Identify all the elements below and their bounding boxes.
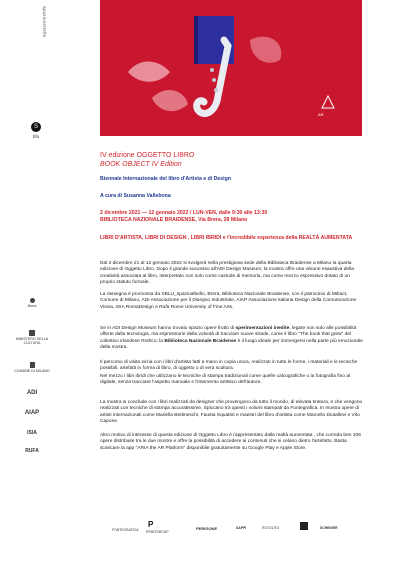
brand-logo-caption: bfu <box>32 134 40 139</box>
ar-mark: AR <box>318 112 324 117</box>
partner-logo: Brera <box>12 298 52 308</box>
partner-logo: RUFA <box>25 448 39 454</box>
page-title: IV edizione OGGETTO LIBRO <box>100 152 195 159</box>
partner-logo: MINISTERO DELLA CULTURA <box>12 330 52 345</box>
partner-logo: COMUNE DI MILANO <box>12 362 52 373</box>
partner-logo: ISIA <box>27 430 37 436</box>
sidebar <box>0 0 62 566</box>
curator-label: A cura di Susanna Vallebona <box>100 193 171 199</box>
event-dates: 2 dicembre 2021 — 12 gennaio 2022 / LUN-VEN, dalle 9:30 alle 13:30 <box>100 210 268 216</box>
paragraph: Il percorso di visita inizia con i libri d'artista fatti a mano in copia unica, realizzati in tutte le forme, i materiali e le tecniche possibili, artefatti in forma di libro, di oggetto o di vera scultura. <box>100 360 358 372</box>
brand-logo: S <box>31 122 41 132</box>
paragraph: La rassegna è promossa da SBLU_spazioalbello, Brera, Biblioteca Nazionale Braidense, con il patrocinio di Mibact, Comune di Milano, ADI Associazione per il Disegno Industriale, AIAP Associazione italiana Design della Comunicazione Visiva, ISIA RomaDesign e Rufa Rome University of Fine Arts. <box>100 292 357 310</box>
paragraph: Se in ADI Design Museum hanno trovato spazio opere frutto di sperimentazioni inedite, legate non solo alle possibilità offerte dalla tecnologia, ma espressione della volontà di tracciare nuove strade, come il libro "The book that grew" del collettivo irlandese Rothco; la Biblioteca Nazionale Braidense è il luogo ideale per immergersi nella parte più emozionale della mostra. <box>100 326 363 351</box>
paragraph: Dal 2 dicembre 21 al 12 gennaio 2022 si svolgerà nella prestigiosa sede della Biblioteca Braidense a Milano la quarta edizione di Oggetto Libro. Dopo il grande successo all'ADI Design Museum, la mostra offre una visione esaustiva della creatività associata al libro, interpretato non solo come custode di memoria, ma come mezzo espressivo dotato di un proprio statuto formale. <box>100 261 354 286</box>
ministry-emblem-icon <box>29 330 35 336</box>
headline: LIBRI D'ARTISTA, LIBRI DI DESIGN , LIBRI IBRIDI e l'incredibile esperienza della REALTÀ AUMENTATA <box>100 235 353 241</box>
brera-icon <box>30 298 35 303</box>
partner-logo: AIAP <box>24 410 40 416</box>
paragraph: Altro motivo di interesse di questa edizione di Oggetto Libro è rappresentato dalla realtà aumentata , che correda ben 106 opere distribuite tra le due mostre e offre la possibilità di accedere ai contenuti che si celano dietro l'artefatto. Basta scaricare la app "ARIA the AR Platform" disponibile gratuitamente su Google Play e Apple Store. <box>100 433 361 451</box>
page-subtitle: BOOK OBJECT IV Edition <box>100 161 182 168</box>
partner-logo: ADI <box>26 390 38 396</box>
event-venue: BIBLIOTECA NAZIONALE BRAIDENSE, Via Brera, 28 Milano <box>100 217 248 223</box>
vertical-brand: spaziosettelle <box>42 6 47 38</box>
comune-emblem-icon <box>30 362 35 368</box>
paragraph: Nel mezzo i libri ibridi che utilizzano le tecniche di stampa tradizionali come quelle calcografiche o la fotografia fino al digitale, senza tracciare l'aspetto manuale e l'intervento artistico dell'autore. <box>100 374 351 386</box>
ar-square-icon <box>300 522 308 530</box>
paragraph: La mostra si conclude con i libri realizzati da designer che provengono da tutto il mondo, di elevata tiratura, e che vengono realizzati con tecniche di stampa accuratissime. Spiccano tra questi i volumi stampati da Fontegrafica. In mostra opere di artisti internazionali come Mariella Bettineschi, Fausta Squatriti e maestri del libro d'artista come Marcello Diotallevi e Vito Capone. <box>100 400 363 425</box>
biennale-label: Biennale Internazionale del libro d'Artista e di Design <box>100 176 231 182</box>
